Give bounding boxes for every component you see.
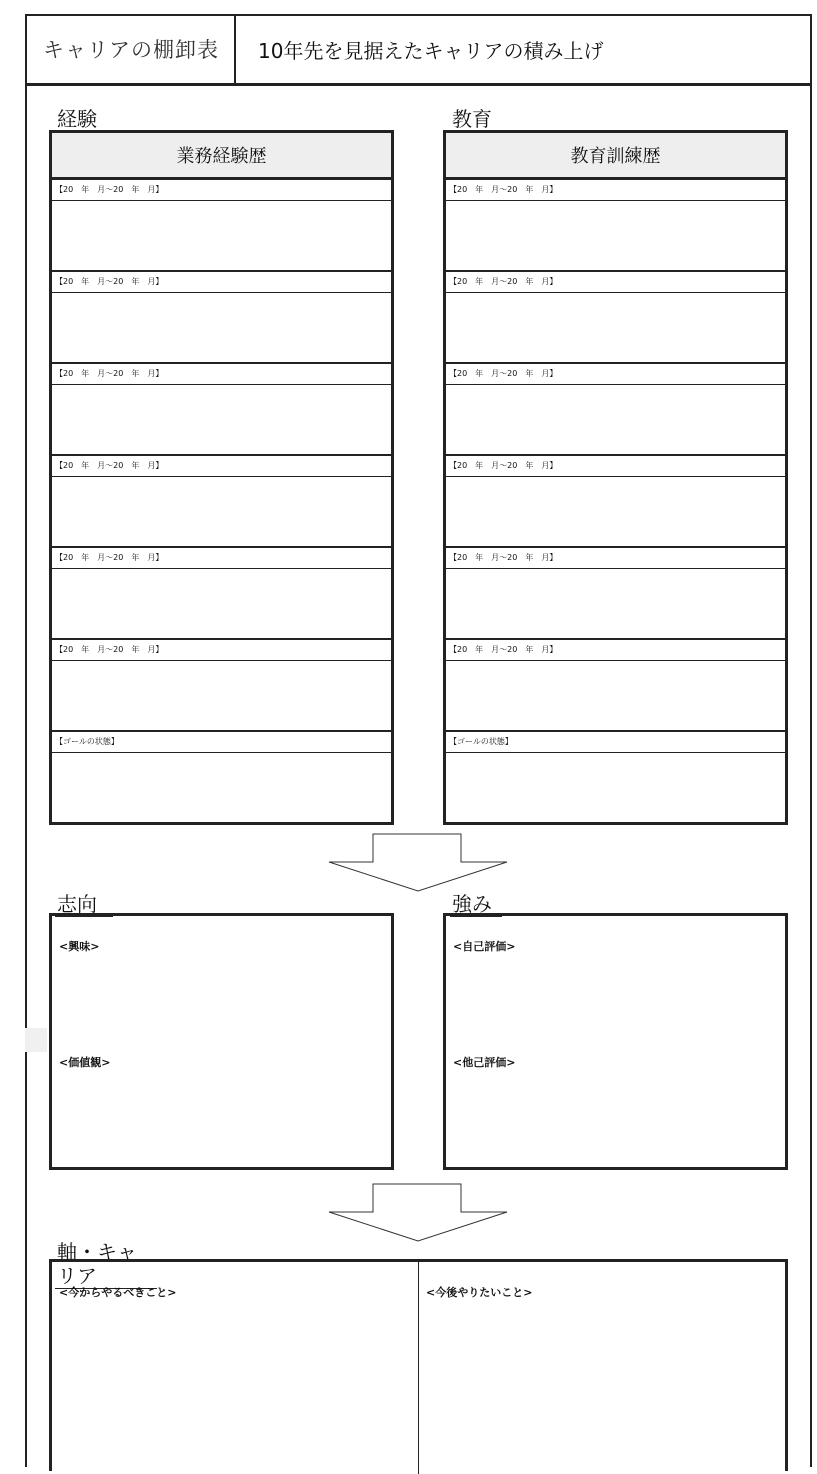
experience-entry-period: 【20 年 月～20 年 月】 bbox=[52, 178, 391, 201]
education-entry-period: 【20 年 月～20 年 月】 bbox=[446, 178, 785, 201]
experience-entry-period: 【20 年 月～20 年 月】 bbox=[52, 638, 391, 661]
interest-label: <興味> bbox=[59, 940, 100, 953]
orientation-panel bbox=[49, 913, 394, 1170]
education-heading: 教育 bbox=[450, 107, 502, 132]
education-column bbox=[443, 130, 788, 825]
career-axis-heading: 軸・キャリア bbox=[55, 1240, 157, 1289]
document-subtitle: 10年先を見据えたキャリアの積み上げ bbox=[258, 38, 604, 63]
future-wants-label: <今後やりたいこと> bbox=[426, 1286, 533, 1299]
career-axis-divider bbox=[418, 1262, 419, 1474]
experience-entry-period: 【20 年 月～20 年 月】 bbox=[52, 546, 391, 569]
education-entry-period: 【20 年 月～20 年 月】 bbox=[446, 270, 785, 293]
down-arrow-icon bbox=[326, 1183, 510, 1243]
orientation-heading: 志向 bbox=[55, 892, 113, 917]
strengths-heading: 強み bbox=[450, 892, 502, 917]
header-divider bbox=[234, 14, 236, 84]
career-axis-panel bbox=[49, 1259, 788, 1471]
experience-column-title: 業務経験歴 bbox=[52, 133, 391, 179]
education-column-title: 教育訓練歴 bbox=[446, 133, 785, 179]
gray-marker bbox=[25, 1028, 47, 1052]
experience-heading: 経験 bbox=[55, 107, 113, 132]
education-entry-period: 【20 年 月～20 年 月】 bbox=[446, 638, 785, 661]
todo-now-label: <今からやるべきこと> bbox=[59, 1286, 177, 1299]
education-entry-period: 【20 年 月～20 年 月】 bbox=[446, 362, 785, 385]
page-frame-right bbox=[810, 14, 812, 1467]
page-frame-left bbox=[25, 14, 27, 1467]
experience-column bbox=[49, 130, 394, 825]
values-label: <価値観> bbox=[59, 1056, 111, 1069]
down-arrow-icon bbox=[326, 833, 510, 893]
education-entry-period: 【20 年 月～20 年 月】 bbox=[446, 454, 785, 477]
education-entry-period: 【20 年 月～20 年 月】 bbox=[446, 546, 785, 569]
document-title: キャリアの棚卸表 bbox=[43, 38, 219, 62]
experience-entry-period: 【20 年 月～20 年 月】 bbox=[52, 270, 391, 293]
strengths-panel bbox=[443, 913, 788, 1170]
self-evaluation-label: <自己評価> bbox=[453, 940, 516, 953]
education-goal-label: 【ゴールの状態】 bbox=[446, 730, 785, 753]
others-evaluation-label: <他己評価> bbox=[453, 1056, 516, 1069]
experience-entry-period: 【20 年 月～20 年 月】 bbox=[52, 362, 391, 385]
experience-entry-period: 【20 年 月～20 年 月】 bbox=[52, 454, 391, 477]
experience-goal-label: 【ゴールの状態】 bbox=[52, 730, 391, 753]
